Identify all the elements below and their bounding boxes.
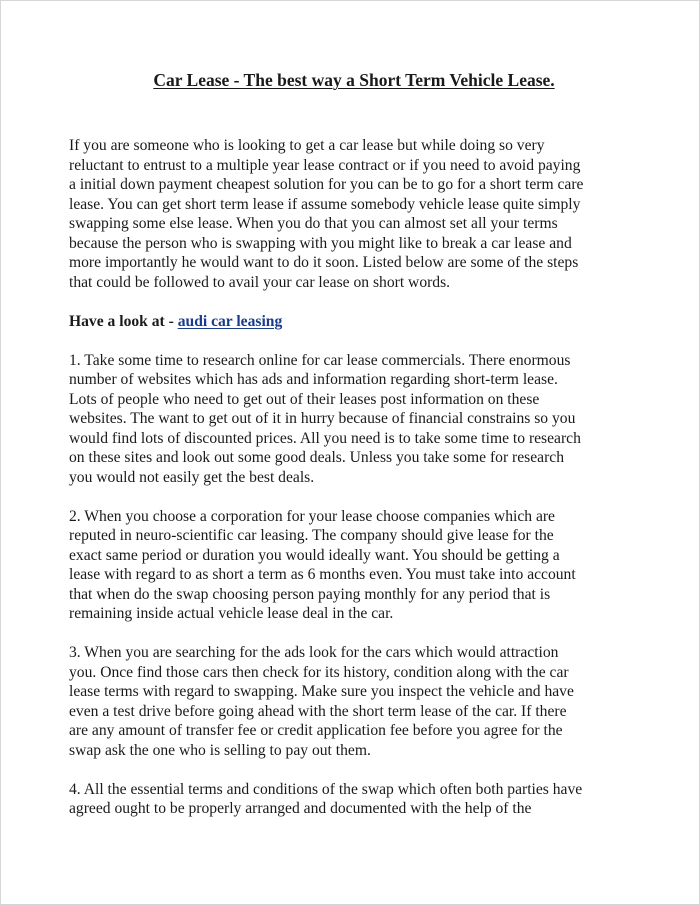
intro-line: because the person who is swapping with you might like to break a car lease and [69, 234, 572, 252]
step-1-paragraph [69, 351, 639, 488]
step-4-line: agreed ought to be properly arranged and documented with the help of the [69, 800, 532, 817]
step-1-line: on these sites and look out some good deals. Unless you take some for research [69, 449, 564, 466]
look-at-line [69, 312, 639, 332]
step-3-line: swap ask the one who is selling to pay out them. [69, 741, 371, 759]
step-2-line: that when do the swap choosing person paying monthly for any period that is [69, 585, 551, 603]
step-1-line: Lots of people who need to get out of their leases post information on these [69, 390, 540, 408]
step-3-paragraph [69, 643, 639, 760]
step-2-line: exact same period or duration you would ideally want. You should be getting a [69, 546, 560, 564]
document-title: Car Lease - The best way a Short Term Vehicle Lease. [153, 70, 555, 90]
intro-line: a initial down payment cheapest solution for you can be to go for a short term care [69, 176, 584, 193]
step-3-line: you. Once find those cars then check for its history, condition along with the car [69, 663, 569, 681]
step-1-line: 1. Take some time to research online for car lease commercials. There enormous [69, 351, 571, 369]
step-2-line: reputed in neuro-scientific car leasing. The company should give lease for the [69, 527, 554, 544]
document-content [69, 69, 639, 819]
step-3-line: 3. When you are searching for the ads look for the cars which would attraction [69, 644, 559, 661]
intro-paragraph [69, 136, 639, 292]
intro-line: more importantly he would want to do it soon. Listed below are some of the steps [69, 254, 579, 271]
step-1-line: you would not easily get the best deals. [69, 468, 315, 486]
step-3-line: even a test drive before going ahead with the short term lease of the car. If there [69, 702, 567, 720]
audi-car-leasing-link[interactable]: audi car leasing [177, 312, 283, 330]
intro-line: lease. You can get short term lease if assume somebody vehicle lease quite simply [69, 195, 581, 213]
step-3-line: lease terms with regard to swapping. Make sure you inspect the vehicle and have [69, 683, 574, 700]
step-1-line: number of websites which has ads and information regarding short-term lease. [69, 371, 558, 388]
intro-line: that could be followed to avail your car lease on short words. [69, 273, 451, 291]
step-1-line: would find lots of discounted prices. All you need is to take some time to research [69, 429, 581, 447]
step-2-line: lease with regard to as short a term as 6 months even. You must take into account [69, 566, 576, 583]
step-3-line: are any amount of transfer fee or credit application fee before you agree for the [69, 722, 563, 739]
step-4-line: 4. All the essential terms and conditions of the swap which often both parties have [69, 780, 583, 798]
intro-line: reluctant to entrust to a multiple year lease contract or if you need to avoid paying [69, 156, 581, 174]
intro-line: swapping some else lease. When you do that you can almost set all your terms [69, 215, 558, 232]
intro-line: If you are someone who is looking to get a car lease but while doing so very [69, 137, 545, 154]
step-1-line: websites. The want to get out of it in hurry because of financial constrains so you [69, 410, 576, 427]
step-4-paragraph [69, 780, 639, 819]
step-2-paragraph [69, 507, 639, 624]
step-2-line: remaining inside actual vehicle lease deal in the car. [69, 605, 394, 622]
step-2-line: 2. When you choose a corporation for your lease choose companies which are [69, 507, 555, 525]
look-at-label: Have a look at - [69, 312, 178, 330]
